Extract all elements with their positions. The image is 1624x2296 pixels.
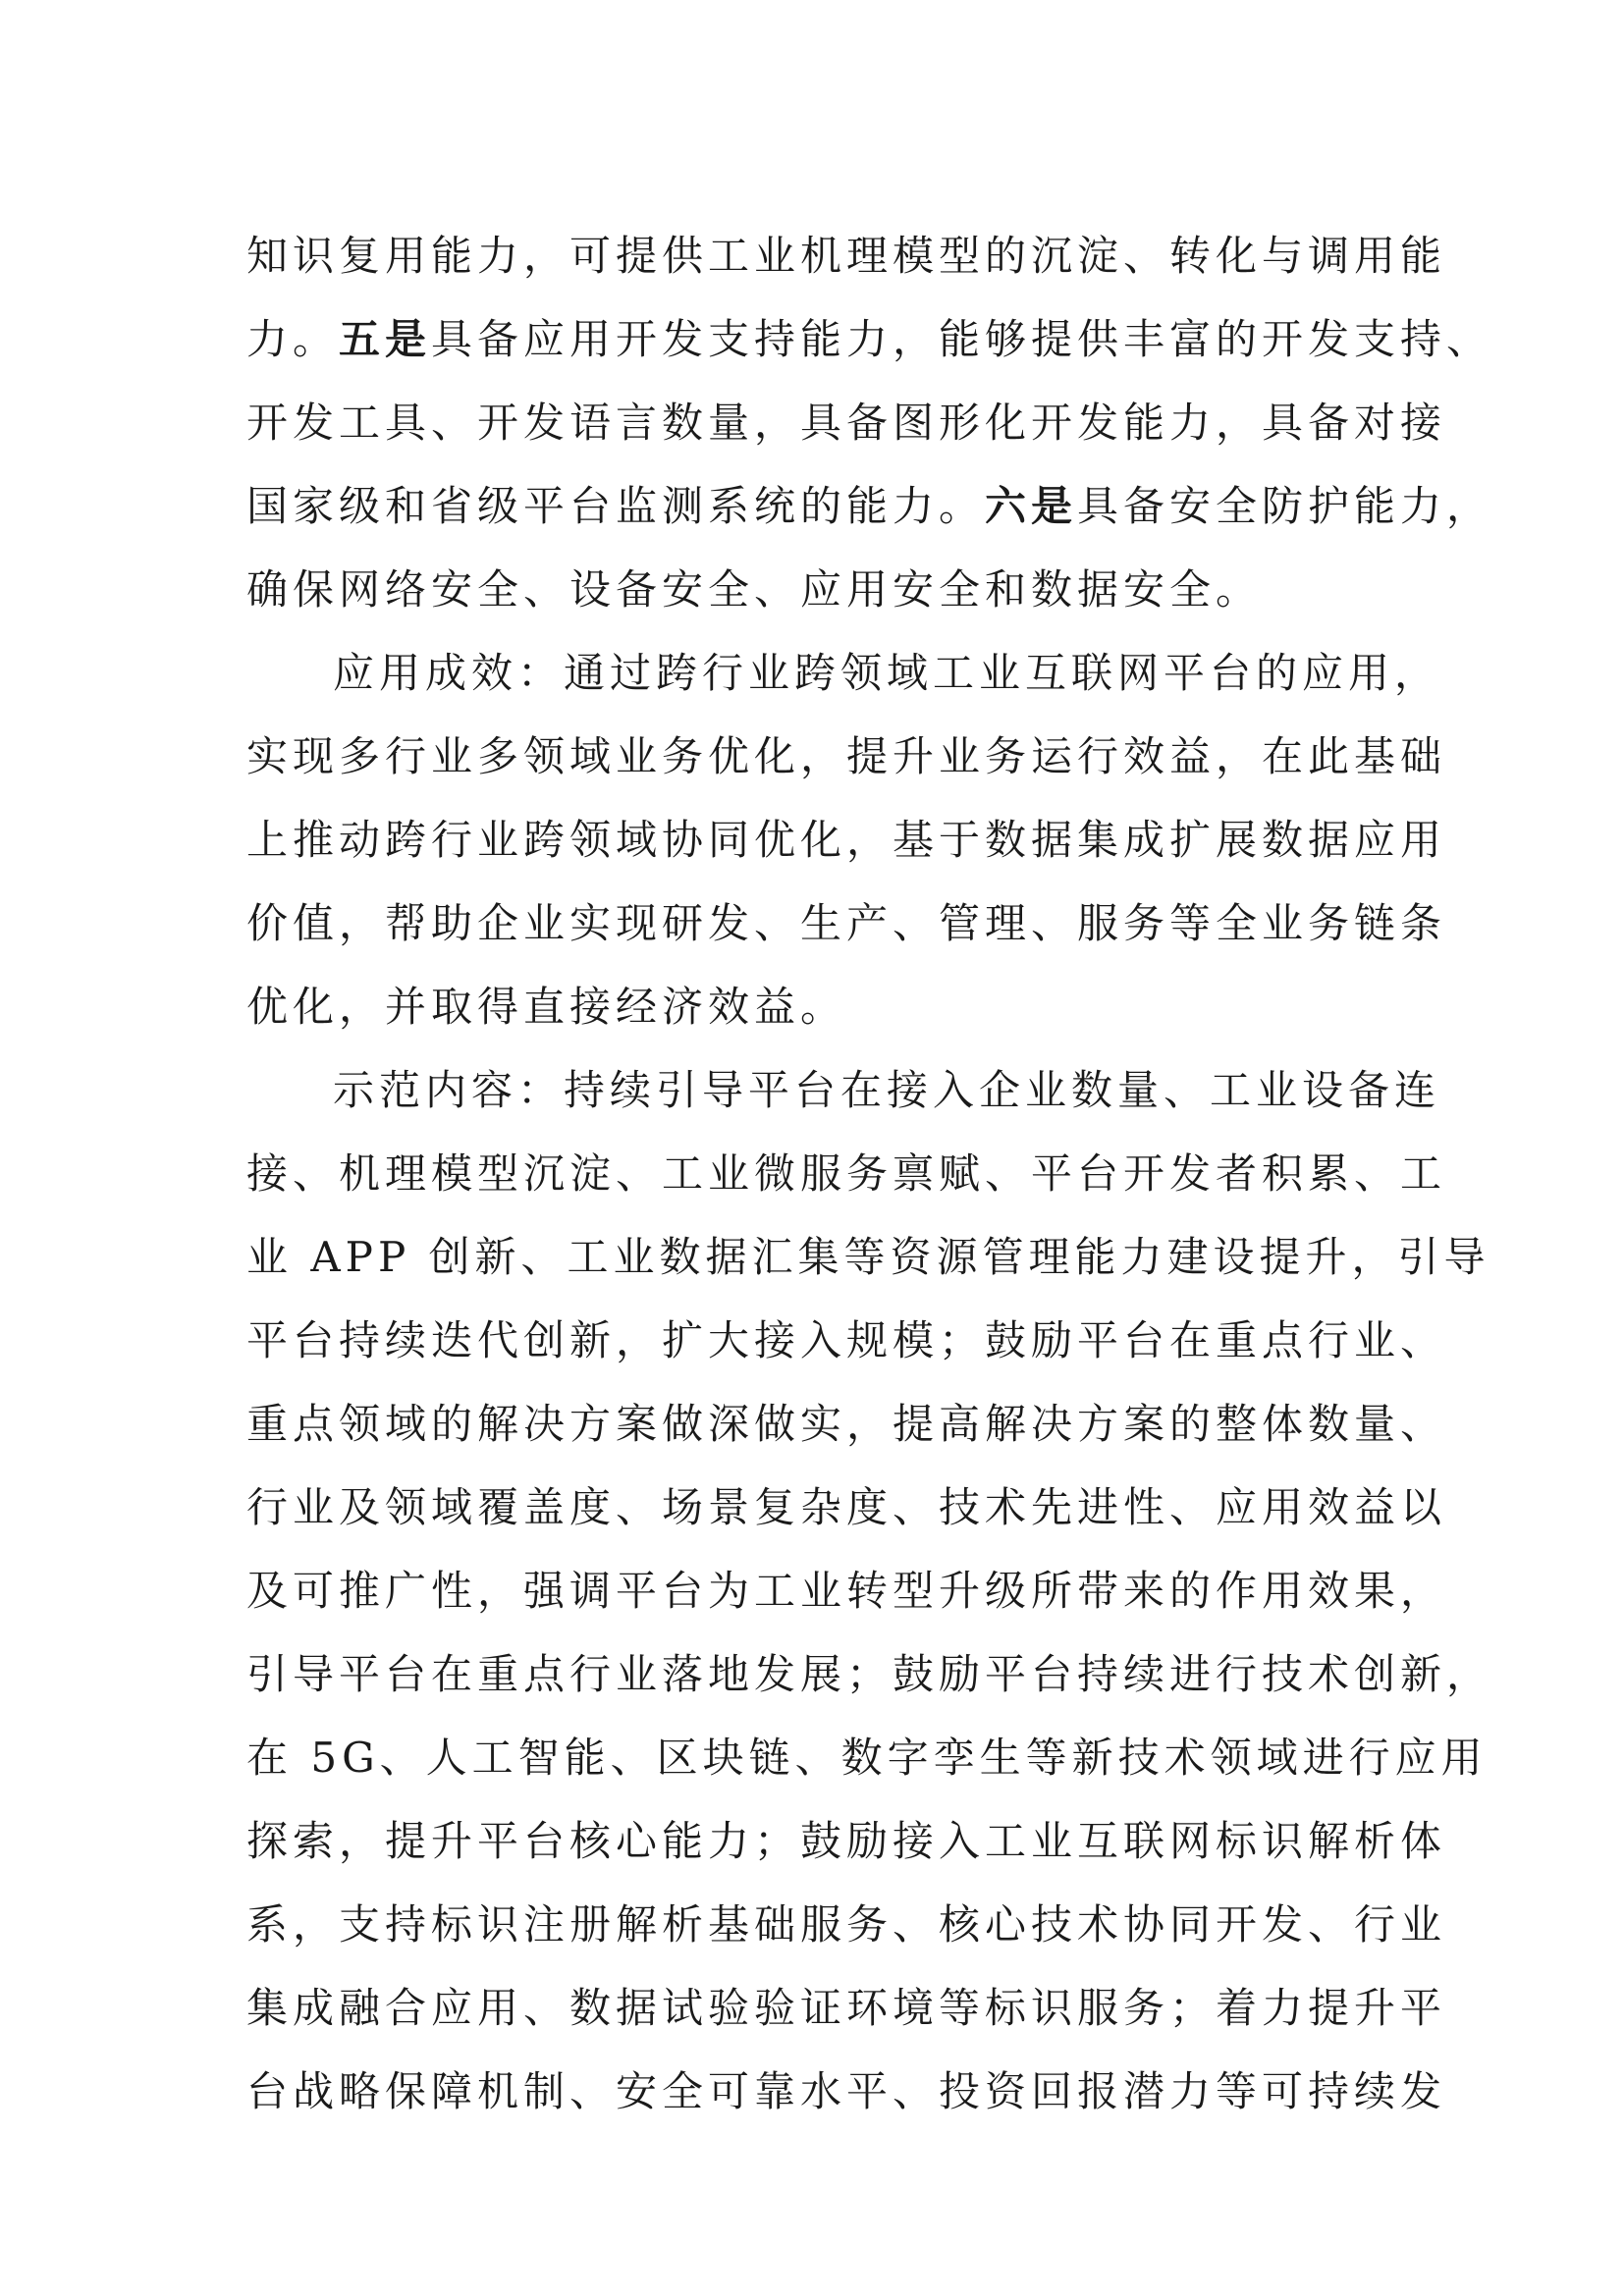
text-segment: 国家级和省级平台监测系统的能力。: [246, 482, 986, 530]
emphasis-label: 五是: [339, 315, 432, 363]
text-line: [246, 715, 1447, 798]
text-segment: 示范内容：持续引导平台在接入企业数量、工业设备连: [333, 1066, 1441, 1114]
text-line: [246, 1215, 1490, 1299]
text-segment: 业 APP 创新、工业数据汇集等资源管理能力建设提升，引导: [246, 1233, 1490, 1281]
text-line: [246, 1883, 1447, 1966]
text-line: [246, 965, 1405, 1048]
text-line: [246, 1048, 1441, 1132]
body-text: [246, 214, 1493, 2133]
text-line: [246, 1799, 1447, 1883]
text-segment: 上推动跨行业跨领域协同优化，基于数据集成扩展数据应用: [246, 816, 1447, 864]
text-segment: 平台持续迭代创新，扩大接入规模；鼓励平台在重点行业、: [246, 1316, 1447, 1364]
text-segment: 价值，帮助企业实现研发、生产、管理、服务等全业务链条: [246, 899, 1447, 947]
text-line: [246, 214, 1447, 297]
text-line: [246, 881, 1447, 965]
text-line: [246, 381, 1447, 464]
emphasis-label: 六是: [985, 482, 1078, 530]
text-line: [246, 1716, 1488, 1799]
text-segment: 开发工具、开发语言数量，具备图形化开发能力，具备对接: [246, 399, 1447, 447]
text-line: [246, 1382, 1447, 1466]
text-segment: 台战略保障机制、安全可靠水平、投资回报潜力等可持续发: [246, 2067, 1447, 2115]
text-segment: 实现多行业多领域业务优化，提升业务运行效益，在此基础: [246, 732, 1447, 780]
text-segment: 接、机理模型沉淀、工业微服务禀赋、平台开发者积累、工: [246, 1149, 1447, 1198]
text-line: [246, 1299, 1447, 1382]
text-segment: 及可推广性，强调平台为工业转型升级所带来的作用效果，: [246, 1567, 1447, 1615]
text-segment: 引导平台在重点行业落地发展；鼓励平台持续进行技术创新，: [246, 1650, 1493, 1698]
text-segment: 探索，提升平台核心能力；鼓励接入工业互联网标识解析体: [246, 1817, 1447, 1865]
text-segment: 应用成效：通过跨行业跨领域工业互联网平台的应用，: [333, 649, 1441, 697]
text-segment: 在 5G、人工智能、区块链、数字孪生等新技术领域进行应用: [246, 1734, 1488, 1782]
text-line: [246, 548, 1405, 631]
text-line: [246, 297, 1493, 381]
text-segment: 重点领域的解决方案做深做实，提高解决方案的整体数量、: [246, 1400, 1447, 1448]
text-segment: 知识复用能力，可提供工业机理模型的沉淀、转化与调用能: [246, 232, 1447, 280]
text-line: [246, 1132, 1447, 1215]
text-line: [246, 631, 1441, 715]
text-segment: 确保网络安全、设备安全、应用安全和数据安全。: [246, 565, 1263, 614]
text-line: [246, 1966, 1447, 2050]
text-segment: 行业及领域覆盖度、场景复杂度、技术先进性、应用效益以: [246, 1483, 1447, 1531]
text-line: [246, 798, 1447, 881]
text-segment: 优化，并取得直接经济效益。: [246, 983, 847, 1031]
text-line: [246, 1466, 1447, 1549]
text-segment: 集成融合应用、数据试验验证环境等标识服务；着力提升平: [246, 1984, 1447, 2032]
text-segment: 力。: [246, 315, 340, 363]
text-segment: 具备应用开发支持能力，能够提供丰富的开发支持、: [431, 315, 1493, 363]
text-line: [246, 2050, 1447, 2133]
text-line: [246, 464, 1493, 548]
text-segment: 具备安全防护能力，: [1077, 482, 1493, 530]
text-segment: 系，支持标识注册解析基础服务、核心技术协同开发、行业: [246, 1900, 1447, 1949]
text-line: [246, 1632, 1493, 1716]
text-line: [246, 1549, 1447, 1632]
